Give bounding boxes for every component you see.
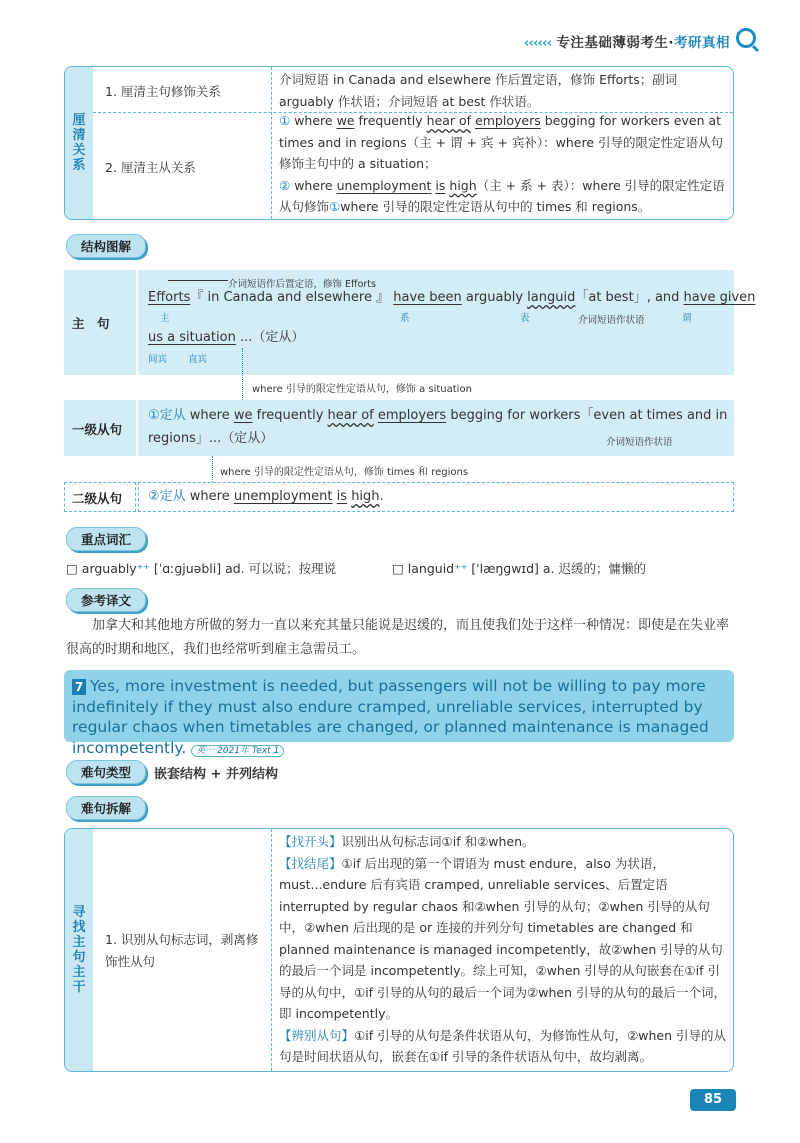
- breakdown-table: [64, 828, 734, 1072]
- translation-text: 加拿大和其他地方所做的努力一直以来充其量只能说是迟缓的，而且使我们处于这样一种情况：即使是在失业率很高的时期和地区，我们也经常听到雇主急需员工。: [66, 618, 730, 657]
- main-ann-biao: 表: [520, 313, 530, 324]
- type-tag: 难句类型: [66, 760, 146, 784]
- header-title: 专注基础薄弱考生: [556, 35, 669, 51]
- clarify-row2-content: [279, 110, 729, 218]
- breakdown-p2: 【找结尾】①if 后出现的第一个谓语为 must endure，also 为状语，must...endure 后有宾语 cramped, unreliable services、后置定语 interrupted by regular chaos 和②when 引导的从句；②when 引导的从句中，②when 后出现的是 or 连接的并列分句 timetables are changed 和 planned maintenance is managed incompetently，故②when 引导的从句的最后一个词是 incompetently。综上可知，②when 引导的从句嵌套在①if 引导的从句中，①if 引导的从句的最后一个词为②when 引导的从句的最后一个词，即 incompetently。: [279, 855, 726, 1021]
- page-header: [524, 31, 730, 51]
- arrows-decoration: ‹‹‹‹‹‹: [523, 35, 552, 51]
- level1-sentence: ①定从 where we frequently hear of employers begging for workers「even at times and in regions」...（定从）: [148, 408, 728, 446]
- main-ann-xi: 系: [400, 313, 410, 324]
- clarify-row1-label: 1. 厘清主句修饰关系: [105, 84, 221, 99]
- translation-tag: 参考译文: [66, 588, 146, 612]
- main-clause-line1: Efforts『 in Canada and elsewhere 』 have been arguably languid「at best」, and have given: [148, 290, 756, 305]
- main-top-note: 介词短语作后置定语，修饰 Efforts: [228, 279, 376, 290]
- clarify-item-1: ① where we frequently hear of employers begging for workers even at times and in regions（主 + 谓 + 宾 + 宾补）：where 引导的限定性定语从句修饰主句中的 a situation；: [279, 113, 724, 171]
- quote-source: 英一 2021年 Text 1: [191, 745, 284, 757]
- structure-tag: 结构图解: [66, 234, 146, 258]
- quote-number: 7: [72, 679, 86, 695]
- vocab-item-arguably: □ arguably⁺⁺ [ˈɑːɡjuəbli] ad. 可以说；按理说: [66, 561, 337, 576]
- clarify-side-label: 厘清关系: [65, 67, 93, 219]
- search-icon: [736, 28, 756, 48]
- level1-label: 一级从句: [72, 422, 123, 437]
- vocab-item-languid: □ languid⁺⁺ [ˈlæŋɡwɪd] a. 迟缓的；慵懒的: [392, 561, 646, 576]
- clarify-row2-label: 2. 厘清主从关系: [105, 160, 196, 175]
- breakdown-p1: 【找开头】识别出从句标志词①if 和②when。: [279, 834, 535, 849]
- quote-text: 7 Yes, more investment is needed, but passengers will not be willing to pay more indefinitely if they must also endure cramped, unreliable services, interrupted by regular chaos when timetables are changed, or planned maintenance is managed incompetently. 英一 2021年 Text 1: [72, 677, 709, 757]
- main-ann-zhibin: 直宾: [188, 354, 208, 365]
- breakdown-tag: 难句拆解: [66, 796, 146, 820]
- breakdown-side-label: 寻找主句主干: [65, 829, 93, 1071]
- clarify-row1-content: 介词短语 in Canada and elsewhere 作后置定语，修饰 Efforts；副词 arguably 作状语；介词短语 at best 作状语。: [279, 72, 678, 109]
- quote-box: [64, 670, 734, 757]
- breakdown-row-label: 1. 识别从句标志词，剥离修饰性从句: [105, 932, 259, 969]
- clarify-item-2: ② where unemployment is high（主 + 系 + 表）：where 引导的限定性定语从句修饰①where 引导的限定性定语从句中的 times 和 regions。: [279, 177, 725, 214]
- level2-sentence: ②定从 where unemployment is high.: [148, 489, 384, 504]
- main-ann-wei: 谓: [682, 313, 692, 324]
- main-ann-zhu: 主: [160, 313, 170, 324]
- breakdown-p3: 【辨别从句】①if 引导的从句是条件状语从句，为修饰性从句，②when 引导的从句是时间状语从句，嵌套在①if 引导的条件状语从句中，故均剥离。: [279, 1027, 727, 1064]
- header-dot: ·: [668, 35, 674, 51]
- breakdown-content: [279, 831, 729, 1068]
- main-clause-label: 主 句: [72, 316, 110, 331]
- page-number: 85: [690, 1089, 736, 1111]
- level2-label: 二级从句: [72, 491, 123, 506]
- main-ann-jiezhuang: 介词短语作状语: [578, 315, 645, 326]
- main-ann-jianbin: 间宾: [148, 354, 168, 365]
- connector-1: where 引导的限定性定语从句，修饰 a situation: [252, 384, 472, 395]
- header-accent: 考研真相: [674, 35, 730, 51]
- type-text: 嵌套结构 + 并列结构: [154, 767, 278, 782]
- main-clause-line2: us a situation ...（定从）: [148, 330, 305, 345]
- vocab-tag: 重点词汇: [66, 527, 146, 551]
- level1-note: 介词短语作状语: [606, 437, 673, 448]
- connector-2: where 引导的限定性定语从句，修饰 times 和 regions: [220, 467, 469, 478]
- clarify-table: [64, 66, 734, 220]
